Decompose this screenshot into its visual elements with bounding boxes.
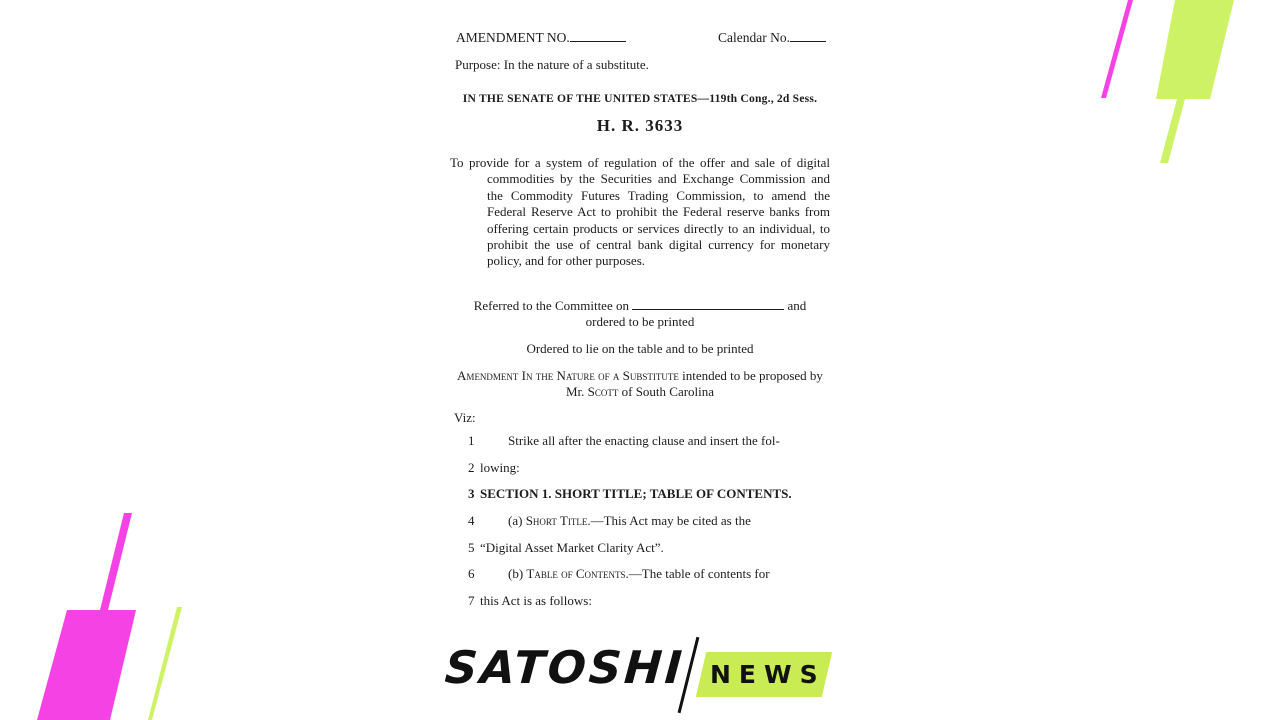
brand-wordmark: SATOSHI — [443, 641, 687, 694]
line-text-segment: .—The table of contents for — [625, 566, 770, 582]
bill-lines — [450, 434, 830, 621]
line-text — [480, 487, 792, 501]
bill-line-2 — [450, 461, 830, 475]
bill-line-1 — [450, 434, 830, 448]
line-text-segment: “Digital Asset Market Clarity Act”. — [480, 539, 664, 555]
substitute-intro-segment: intended to be proposed by Mr. — [565, 368, 823, 400]
substitute-intro-segment: Amendment In the Nature of a Substitute — [457, 368, 679, 383]
line-number: 3 — [468, 486, 475, 502]
line-text-segment: .—This Act may be cited as the — [587, 513, 751, 529]
viz-label: Viz: — [454, 410, 476, 425]
line-text-segment: (a) — [508, 513, 526, 529]
referred-clause — [450, 298, 830, 331]
line-number: 2 — [468, 459, 475, 475]
bill-long-title: To provide for a system of regulation of the offer and sale of digital commodities by the Securities and Exchange Commission and the Commodity Futures Trading Commission, to amend the Federal Reserve Act to prohibit the Federal reserve banks from offering certain products or services directly to an individual, to prohibit the use of central bank digital currency for monetary policy, and for other purposes. — [450, 155, 830, 269]
line-text — [480, 461, 520, 475]
line-number: 5 — [468, 539, 475, 555]
substitute-intro — [454, 368, 826, 401]
bill-line-7 — [450, 594, 830, 608]
bill-line-3 — [450, 487, 830, 501]
bill-number: H. R. 3633 — [596, 116, 684, 135]
line-text — [480, 514, 751, 528]
calendar-no-blank — [790, 30, 826, 42]
lime-candlestick-icon — [1156, 0, 1234, 163]
line-text-segment: Strike all after the enacting clause and insert the fol- — [508, 433, 780, 448]
line-text — [480, 567, 770, 581]
news-badge — [696, 652, 832, 697]
magenta-diagonal-line-icon — [1101, 0, 1133, 98]
line-text-segment: lowing: — [480, 459, 520, 475]
line-text-segment: Short Title — [525, 513, 588, 529]
lime-diagonal-line-icon — [148, 607, 182, 720]
purpose-line: Purpose: In the nature of a substitute. — [455, 57, 649, 72]
substitute-intro-segment: of South Carolina — [618, 384, 715, 400]
line-text — [480, 434, 780, 448]
committee-name-blank — [632, 298, 784, 310]
line-number: 6 — [468, 566, 475, 582]
amendment-no-label: AMENDMENT NO. — [456, 30, 570, 45]
line-text-segment: SECTION 1. SHORT TITLE; TABLE OF CONTENTS. — [480, 486, 792, 502]
calendar-no-label: Calendar No. — [718, 30, 790, 45]
bill-line-4 — [450, 514, 830, 528]
amendment-no-field — [456, 30, 626, 46]
bill-document — [450, 0, 830, 720]
ordered-clause: Ordered to lie on the table and to be printed — [526, 341, 754, 356]
magenta-candlestick-icon — [37, 513, 136, 720]
line-text-segment: (b) — [508, 566, 527, 582]
referred-line-1 — [450, 298, 830, 314]
substitute-intro-segment: Scott — [587, 384, 619, 400]
amendment-header-row — [450, 30, 830, 46]
line-number: 7 — [468, 593, 475, 609]
line-text — [480, 594, 592, 608]
line-number: 4 — [468, 513, 475, 529]
news-badge-label: NEWS — [710, 660, 826, 689]
amendment-no-blank — [570, 30, 626, 42]
bill-line-6 — [450, 567, 830, 581]
line-text — [480, 541, 664, 555]
line-text-segment: Table of Contents — [526, 566, 626, 582]
calendar-no-field — [718, 30, 826, 46]
referred-line-2: ordered to be printed — [585, 314, 695, 330]
senate-session-header: IN THE SENATE OF THE UNITED STATES—119th Cong., 2d Sess. — [462, 92, 818, 105]
line-number: 1 — [468, 433, 475, 448]
bill-line-5 — [450, 541, 830, 555]
referred-prefix: Referred to the Committee on — [473, 298, 629, 313]
referred-conjunction: and — [787, 298, 807, 313]
line-text-segment: this Act is as follows: — [480, 593, 592, 609]
